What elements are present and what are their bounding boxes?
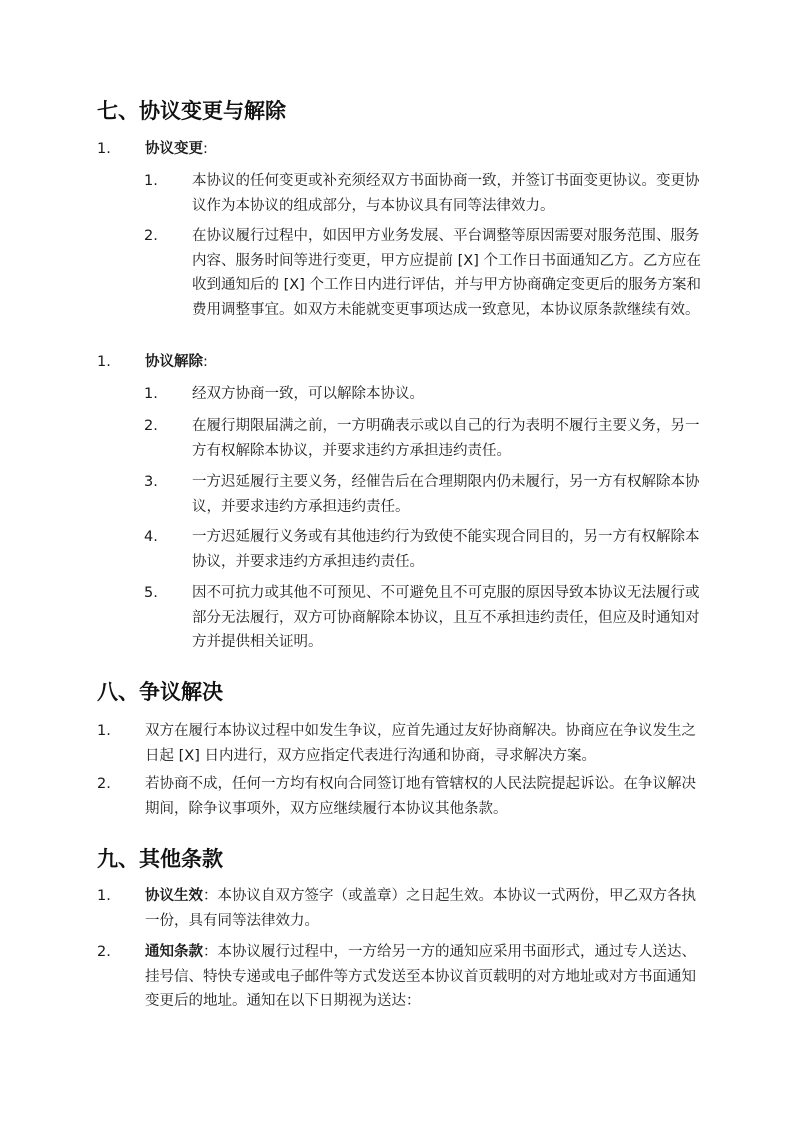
- list-text: 一方迟延履行义务或有其他违约行为致使不能实现合同目的，另一方有权解除本协议，并要求违约方承担违约责任。: [192, 529, 700, 570]
- list-number: 4.: [144, 529, 158, 545]
- clause-label: 协议生效: [145, 888, 203, 904]
- section-title-9: 九、其他条款: [97, 847, 223, 871]
- list-number: 5.: [144, 585, 158, 601]
- clause-label: 通知条款: [145, 944, 203, 960]
- clause-colon: :: [203, 141, 208, 157]
- list-number: 3.: [144, 474, 158, 490]
- list-number: 2.: [144, 228, 158, 244]
- list-text: 本协议的任何变更或补充须经双方书面协商一致，并签订书面变更协议。变更协议作为本协议的组成部分，与本协议具有同等法律效力。: [192, 173, 700, 214]
- clause-label: 协议解除: [145, 354, 203, 370]
- list-number: 1.: [97, 723, 111, 739]
- list-text: 经双方协商一致，可以解除本协议。: [192, 386, 424, 402]
- clause-label: 协议变更: [145, 141, 203, 157]
- list-text: 在履行期限届满之前，一方明确表示或以自己的行为表明不履行主要义务，另一方有权解除本协议，并要求违约方承担违约责任。: [192, 418, 700, 459]
- list-number: 2.: [97, 944, 111, 960]
- list-text: 双方在履行本协议过程中如发生争议，应首先通过友好协商解决。协商应在争议发生之日起 [X] 日内进行，双方应指定代表进行沟通和协商，寻求解决方案。: [145, 723, 696, 764]
- list-text: ：本协议自双方签字（或盖章）之日起生效。本协议一式两份，甲乙双方各执一份，具有同等法律效力。: [145, 888, 696, 929]
- list-text: ：本协议履行过程中，一方给另一方的通知应采用书面形式，通过专人送达、挂号信、特快专递或电子邮件等方式发送至本协议首页载明的对方地址或对方书面通知变更后的地址。通知在以下日期视为送达：: [145, 944, 696, 1009]
- list-number: 1.: [144, 173, 158, 189]
- list-number: 1.: [97, 141, 111, 157]
- section-title-8: 八、争议解决: [97, 680, 223, 704]
- list-text: 在协议履行过程中，如因甲方业务发展、平台调整等原因需要对服务范围、服务内容、服务时间等进行变更，甲方应提前 [X] 个工作日书面通知乙方。乙方应在收到通知后的 [X] 个工作日内进行评估，并与甲方协商确定变更后的服务方案和费用调整事宜。如双方未能就变更事项达成一致意见，本协议原条款继续有效。: [192, 228, 701, 318]
- list-number: 2.: [144, 418, 158, 434]
- list-number: 1.: [97, 888, 111, 904]
- list-number: 2.: [97, 776, 111, 792]
- section-title-7: 七、协议变更与解除: [97, 99, 286, 123]
- clause-colon: :: [203, 354, 208, 370]
- list-number: 1.: [144, 386, 158, 402]
- list-text: 若协商不成，任何一方均有权向合同签订地有管辖权的人民法院提起诉讼。在争议解决期间，除争议事项外，双方应继续履行本协议其他条款。: [145, 776, 696, 817]
- list-text: 一方迟延履行主要义务，经催告后在合理期限内仍未履行，另一方有权解除本协议，并要求违约方承担违约责任。: [192, 474, 700, 515]
- list-number: 1.: [97, 354, 111, 370]
- list-text: 因不可抗力或其他不可预见、不可避免且不可克服的原因导致本协议无法履行或部分无法履行，双方可协商解除本协议，且互不承担违约责任，但应及时通知对方并提供相关证明。: [192, 585, 700, 650]
